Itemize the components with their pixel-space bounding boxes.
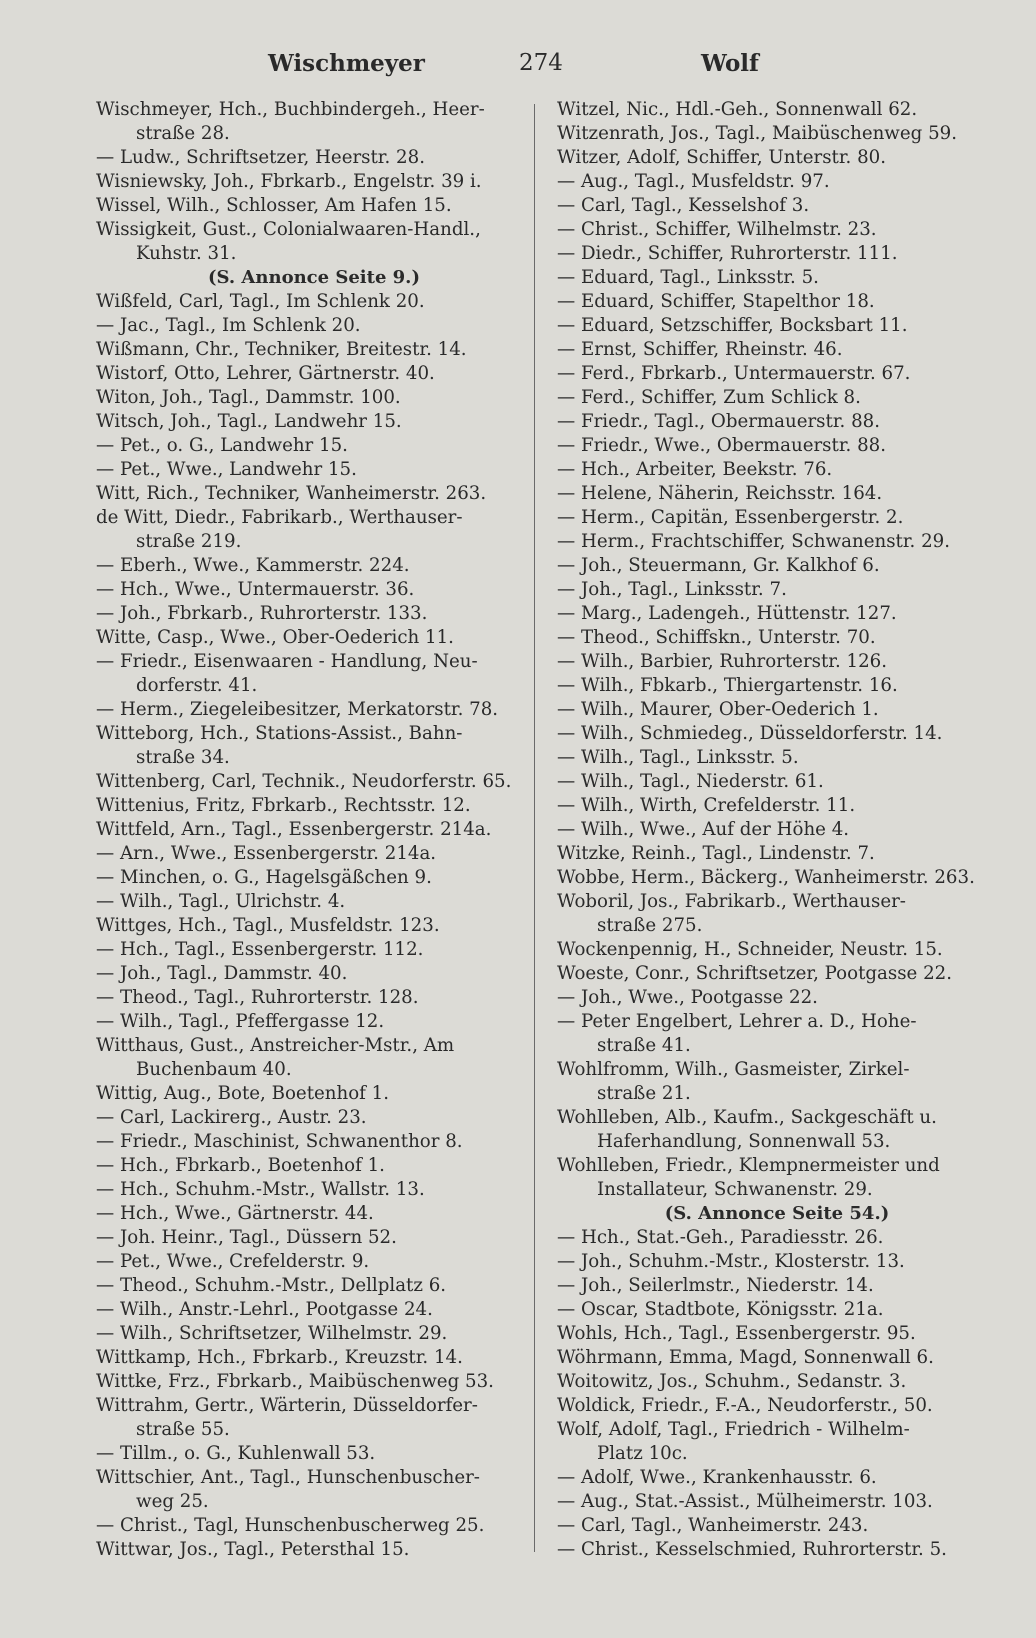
directory-entry: — Hch., Tagl., Essenbergerstr. 112. [96, 939, 424, 960]
directory-entry: Witzenrath, Jos., Tagl., Maibüschenweg 59. [557, 123, 957, 144]
directory-entry: — Eduard, Setzschiffer, Bocksbart 11. [557, 315, 908, 336]
directory-entry: — Pet., Wwe., Crefelderstr. 9. [96, 1251, 370, 1272]
directory-entry: Wißmann, Chr., Techniker, Breitestr. 14. [96, 339, 467, 360]
directory-entry: — Aug., Tagl., Musfeldstr. 97. [557, 171, 830, 192]
directory-entry: de Witt, Diedr., Fabrikarb., Werthauser- [96, 507, 463, 528]
directory-entry: — Joh., Tagl., Linksstr. 7. [557, 579, 787, 600]
directory-entry: — Joh., Steuermann, Gr. Kalkhof 6. [557, 555, 880, 576]
directory-entry: Woboril, Jos., Fabrikarb., Werthauser- [557, 891, 906, 912]
directory-entry: Woitowitz, Jos., Schuhm., Sedanstr. 3. [557, 1371, 907, 1392]
entry-continuation: Buchenbaum 40. [136, 1059, 292, 1080]
directory-entry: — Christ., Tagl, Hunschenbuscherweg 25. [96, 1515, 485, 1536]
directory-entry: Wisniewsky, Joh., Fbrkarb., Engelstr. 39 i. [96, 171, 482, 192]
directory-entry: Witzel, Nic., Hdl.-Geh., Sonnenwall 62. [557, 99, 918, 120]
directory-entry: — Pet., Wwe., Landwehr 15. [96, 459, 357, 480]
directory-entry: Wittrahm, Gertr., Wärterin, Düsseldorfer- [96, 1395, 478, 1416]
directory-entry: — Wilh., Barbier, Ruhrorterstr. 126. [557, 651, 888, 672]
entry-continuation: straße 34. [136, 747, 230, 768]
directory-entry: — Pet., o. G., Landwehr 15. [96, 435, 348, 456]
directory-entry: — Herm., Capitän, Essenbergerstr. 2. [557, 507, 904, 528]
directory-entry: — Theod., Schiffskn., Unterstr. 70. [557, 627, 876, 648]
directory-entry: — Hch., Schuhm.-Mstr., Wallstr. 13. [96, 1179, 425, 1200]
directory-entry: — Ferd., Fbrkarb., Untermauerstr. 67. [557, 363, 911, 384]
directory-entry: Wöhrmann, Emma, Magd, Sonnenwall 6. [557, 1347, 934, 1368]
directory-entry: Wockenpennig, H., Schneider, Neustr. 15. [557, 939, 943, 960]
directory-entry: — Christ., Kesselschmied, Ruhrorterstr. 5. [557, 1539, 947, 1560]
directory-entry: Wissigkeit, Gust., Colonialwaaren-Handl., [96, 219, 481, 240]
directory-entry: — Wilh., Wwe., Auf der Höhe 4. [557, 819, 850, 840]
directory-entry: Wittenberg, Carl, Technik., Neudorferstr. 65. [96, 771, 512, 792]
entry-continuation: Kuhstr. 31. [136, 243, 237, 264]
directory-entry: — Theod., Tagl., Ruhrorterstr. 128. [96, 987, 419, 1008]
directory-entry: — Friedr., Tagl., Obermauerstr. 88. [557, 411, 881, 432]
directory-entry: — Hch., Wwe., Gärtnerstr. 44. [96, 1203, 374, 1224]
directory-entry: Wistorf, Otto, Lehrer, Gärtnerstr. 40. [96, 363, 435, 384]
page-number: 274 [519, 50, 563, 76]
entry-continuation: straße 41. [597, 1035, 691, 1056]
directory-entry: — Wilh., Schmiedeg., Düsseldorferstr. 14. [557, 723, 943, 744]
column-divider [534, 104, 535, 1552]
directory-entry: — Friedr., Wwe., Obermauerstr. 88. [557, 435, 887, 456]
directory-entry: — Jac., Tagl., Im Schlenk 20. [96, 315, 361, 336]
directory-entry: — Tillm., o. G., Kuhlenwall 53. [96, 1443, 376, 1464]
directory-entry: Wittfeld, Arn., Tagl., Essenbergerstr. 214a. [96, 819, 492, 840]
directory-entry: — Diedr., Schiffer, Ruhrorterstr. 111. [557, 243, 898, 264]
directory-entry: Wohlleben, Friedr., Klempnermeister und [557, 1155, 940, 1176]
directory-entry: — Oscar, Stadtbote, Königsstr. 21a. [557, 1299, 884, 1320]
directory-entry: — Eduard, Tagl., Linksstr. 5. [557, 267, 819, 288]
directory-entry: Witzke, Reinh., Tagl., Lindenstr. 7. [557, 843, 875, 864]
directory-entry: — Joh., Seilerlmstr., Niederstr. 14. [557, 1275, 874, 1296]
directory-entry: — Wilh., Anstr.-Lehrl., Pootgasse 24. [96, 1299, 433, 1320]
page-header [0, 50, 1036, 90]
entry-continuation: straße 55. [136, 1419, 230, 1440]
directory-entry: — Wilh., Schriftsetzer, Wilhelmstr. 29. [96, 1323, 448, 1344]
entry-continuation: Haferhandlung, Sonnenwall 53. [597, 1131, 891, 1152]
entry-continuation: Installateur, Schwanenstr. 29. [597, 1179, 873, 1200]
annonce-note: (S. Annonce Seite 9.) [208, 267, 420, 288]
header-left-catchword: Wischmeyer [268, 50, 425, 77]
directory-entry: Witon, Joh., Tagl., Dammstr. 100. [96, 387, 401, 408]
directory-entry: Wohlfromm, Wilh., Gasmeister, Zirkel- [557, 1059, 910, 1080]
directory-entry: — Helene, Näherin, Reichsstr. 164. [557, 483, 883, 504]
entry-continuation: straße 219. [136, 531, 242, 552]
directory-entry: — Christ., Schiffer, Wilhelmstr. 23. [557, 219, 877, 240]
entry-continuation: straße 21. [597, 1083, 691, 1104]
directory-entry: Wissel, Wilh., Schlosser, Am Hafen 15. [96, 195, 452, 216]
directory-entry: — Wilh., Tagl., Ulrichstr. 4. [96, 891, 346, 912]
directory-entry: — Ferd., Schiffer, Zum Schlick 8. [557, 387, 861, 408]
directory-entry: — Hch., Stat.-Geh., Paradiesstr. 26. [557, 1227, 884, 1248]
directory-entry: Witsch, Joh., Tagl., Landwehr 15. [96, 411, 402, 432]
left-column [96, 98, 532, 1562]
entry-continuation: straße 275. [597, 915, 703, 936]
directory-entry: — Theod., Schuhm.-Mstr., Dellplatz 6. [96, 1275, 447, 1296]
directory-entry: Wobbe, Herm., Bäckerg., Wanheimerstr. 263. [557, 867, 975, 888]
directory-entry: Woldick, Friedr., F.-A., Neudorferstr., 50. [557, 1395, 933, 1416]
entry-continuation: dorferstr. 41. [136, 675, 258, 696]
directory-entry: — Herm., Frachtschiffer, Schwanenstr. 29. [557, 531, 951, 552]
directory-entry: — Friedr., Maschinist, Schwanenthor 8. [96, 1131, 463, 1152]
directory-entry: Witthaus, Gust., Anstreicher-Mstr., Am [96, 1035, 455, 1056]
directory-entry: — Hch., Arbeiter, Beekstr. 76. [557, 459, 833, 480]
directory-entry: — Joh., Tagl., Dammstr. 40. [96, 963, 348, 984]
right-column [557, 98, 997, 1562]
directory-entry: — Eberh., Wwe., Kammerstr. 224. [96, 555, 410, 576]
directory-entry: Wittke, Frz., Fbrkarb., Maibüschenweg 53. [96, 1371, 494, 1392]
directory-entry: — Friedr., Eisenwaaren - Handlung, Neu- [96, 651, 478, 672]
directory-entry: Wittig, Aug., Bote, Boetenhof 1. [96, 1083, 390, 1104]
directory-entry: — Wilh., Tagl., Niederstr. 61. [557, 771, 824, 792]
directory-entry: — Marg., Ladengeh., Hüttenstr. 127. [557, 603, 897, 624]
directory-entry: Witt, Rich., Techniker, Wanheimerstr. 263. [96, 483, 487, 504]
directory-entry: Witte, Casp., Wwe., Ober-Oederich 11. [96, 627, 454, 648]
directory-entry: Wolf, Adolf, Tagl., Friedrich - Wilhelm- [557, 1419, 910, 1440]
directory-entry: — Joh. Heinr., Tagl., Düssern 52. [96, 1227, 397, 1248]
directory-entry: Woeste, Conr., Schriftsetzer, Pootgasse 22. [557, 963, 953, 984]
directory-entry: Wittschier, Ant., Tagl., Hunschenbuscher- [96, 1467, 480, 1488]
directory-entry: — Hch., Fbrkarb., Boetenhof 1. [96, 1155, 385, 1176]
annonce-note: (S. Annonce Seite 54.) [664, 1203, 890, 1224]
directory-entry: — Joh., Wwe., Pootgasse 22. [557, 987, 818, 1008]
entry-continuation: weg 25. [136, 1491, 209, 1512]
directory-entry: — Herm., Ziegeleibesitzer, Merkatorstr. 78. [96, 699, 499, 720]
directory-entry: — Joh., Fbrkarb., Ruhrorterstr. 133. [96, 603, 428, 624]
directory-entry: Witteborg, Hch., Stations-Assist., Bahn- [96, 723, 463, 744]
directory-entry: Wischmeyer, Hch., Buchbindergeh., Heer- [96, 99, 485, 120]
directory-entry: Wohls, Hch., Tagl., Essenbergerstr. 95. [557, 1323, 916, 1344]
directory-entry: — Wilh., Tagl., Linksstr. 5. [557, 747, 799, 768]
directory-entry: — Ludw., Schriftsetzer, Heerstr. 28. [96, 147, 425, 168]
directory-entry: — Hch., Wwe., Untermauerstr. 36. [96, 579, 415, 600]
directory-entry: Wittwar, Jos., Tagl., Petersthal 15. [96, 1539, 410, 1560]
directory-entry: Wittkamp, Hch., Fbrkarb., Kreuzstr. 14. [96, 1347, 463, 1368]
directory-entry: — Carl, Lackirerg., Austr. 23. [96, 1107, 367, 1128]
directory-entry: — Wilh., Wirth, Crefelderstr. 11. [557, 795, 856, 816]
directory-entry: — Ernst, Schiffer, Rheinstr. 46. [557, 339, 843, 360]
directory-entry: Wittges, Hch., Tagl., Musfeldstr. 123. [96, 915, 440, 936]
directory-entry: — Wilh., Tagl., Pfeffergasse 12. [96, 1011, 385, 1032]
header-right-catchword: Wolf [701, 50, 759, 77]
directory-entry: — Joh., Schuhm.-Mstr., Klosterstr. 13. [557, 1251, 905, 1272]
directory-entry: — Carl, Tagl., Kesselshof 3. [557, 195, 810, 216]
directory-entry: — Minchen, o. G., Hagelsgäßchen 9. [96, 867, 432, 888]
directory-entry: Wißfeld, Carl, Tagl., Im Schlenk 20. [96, 291, 425, 312]
directory-entry: — Carl, Tagl., Wanheimerstr. 243. [557, 1515, 869, 1536]
directory-entry: — Aug., Stat.-Assist., Mülheimerstr. 103. [557, 1491, 933, 1512]
directory-entry: — Wilh., Fbkarb., Thiergartenstr. 16. [557, 675, 898, 696]
directory-entry: — Eduard, Schiffer, Stapelthor 18. [557, 291, 875, 312]
directory-entry: — Wilh., Maurer, Ober-Oederich 1. [557, 699, 879, 720]
directory-entry: — Arn., Wwe., Essenbergerstr. 214a. [96, 843, 437, 864]
entry-continuation: Platz 10c. [597, 1443, 688, 1464]
directory-entry: — Peter Engelbert, Lehrer a. D., Hohe- [557, 1011, 917, 1032]
directory-entry: Witzer, Adolf, Schiffer, Unterstr. 80. [557, 147, 887, 168]
directory-entry: — Adolf, Wwe., Krankenhausstr. 6. [557, 1467, 877, 1488]
entry-continuation: straße 28. [136, 123, 230, 144]
directory-entry: Wittenius, Fritz, Fbrkarb., Rechtsstr. 12. [96, 795, 471, 816]
directory-entry: Wohlleben, Alb., Kaufm., Sackgeschäft u. [557, 1107, 937, 1128]
